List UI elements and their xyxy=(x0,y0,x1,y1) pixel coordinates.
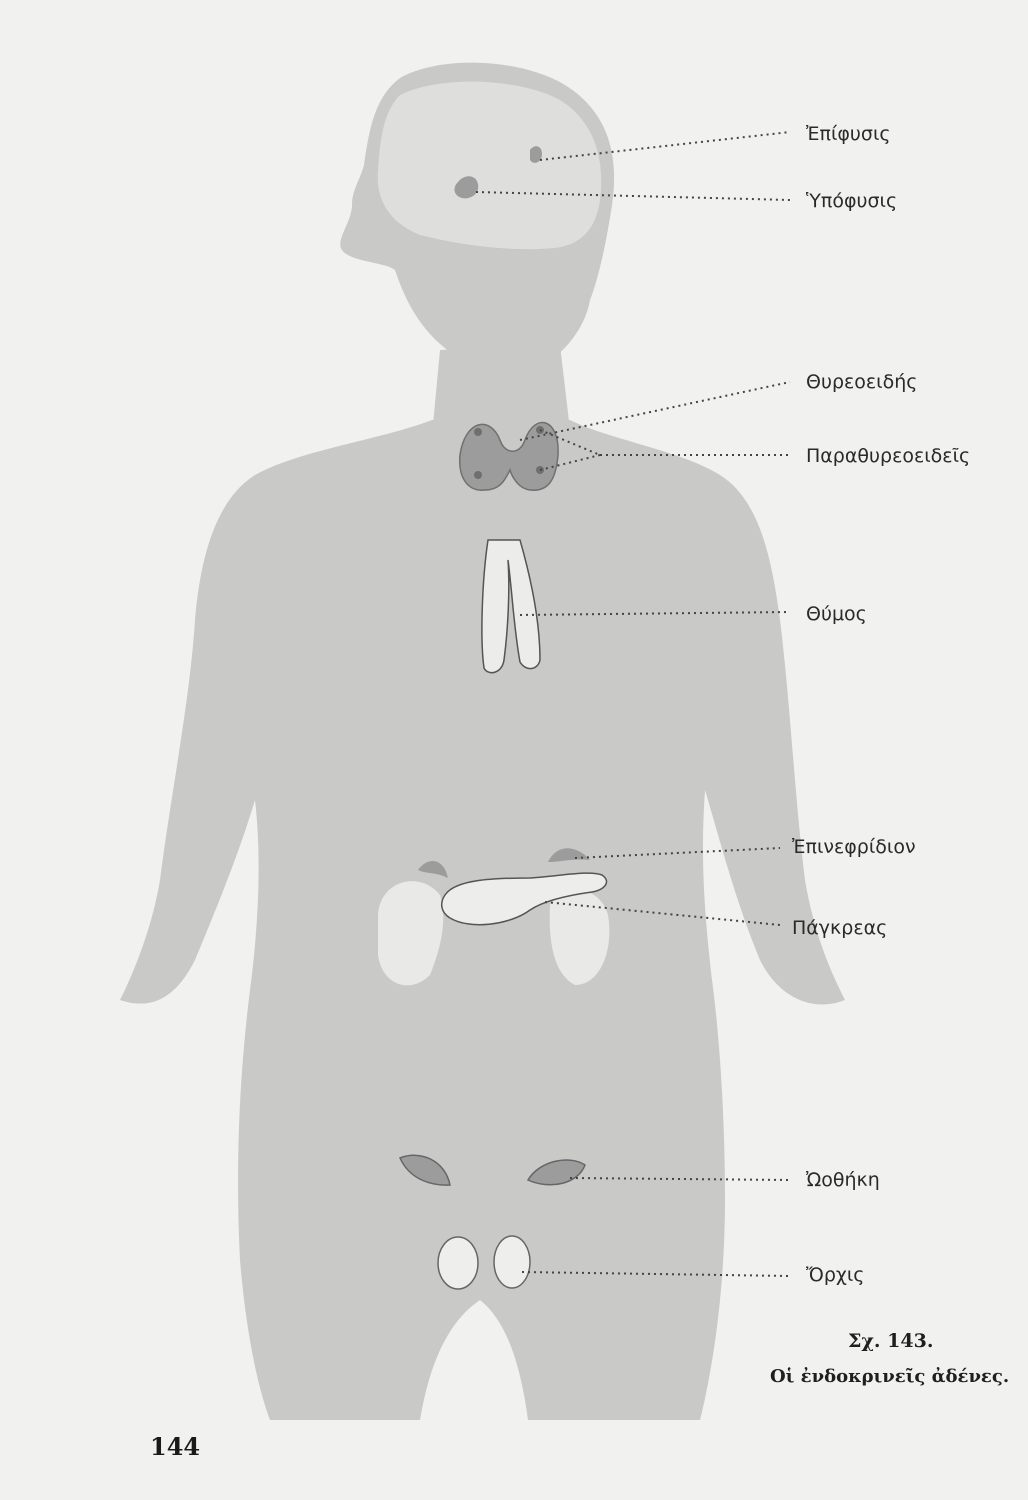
label-adrenal: Ἐπινεφρίδιον xyxy=(792,836,916,858)
page-number: 144 xyxy=(150,1432,201,1461)
figure-number: Σχ. 143. xyxy=(848,1330,934,1352)
label-ovary: Ὠοθήκη xyxy=(806,1169,880,1191)
label-parathyroids: Παραθυρεοειδεῖς xyxy=(806,445,971,467)
label-thyroid: Θυρεοειδής xyxy=(806,371,918,393)
label-pancreas: Πάγκρεας xyxy=(792,917,888,939)
label-testis: Ὄρχις xyxy=(806,1264,865,1286)
testis-right xyxy=(494,1236,530,1288)
brain-region xyxy=(378,82,602,250)
label-pituitary: Ὑπόφυσις xyxy=(806,190,898,212)
body-silhouette xyxy=(120,63,845,1420)
label-pineal: Ἐπίφυσις xyxy=(806,123,891,145)
testis-left xyxy=(438,1237,478,1289)
label-thymus: Θύμος xyxy=(806,603,867,625)
figure-caption: Οἱ ἐνδοκρινεῖς ἀδένες. xyxy=(770,1366,1010,1387)
